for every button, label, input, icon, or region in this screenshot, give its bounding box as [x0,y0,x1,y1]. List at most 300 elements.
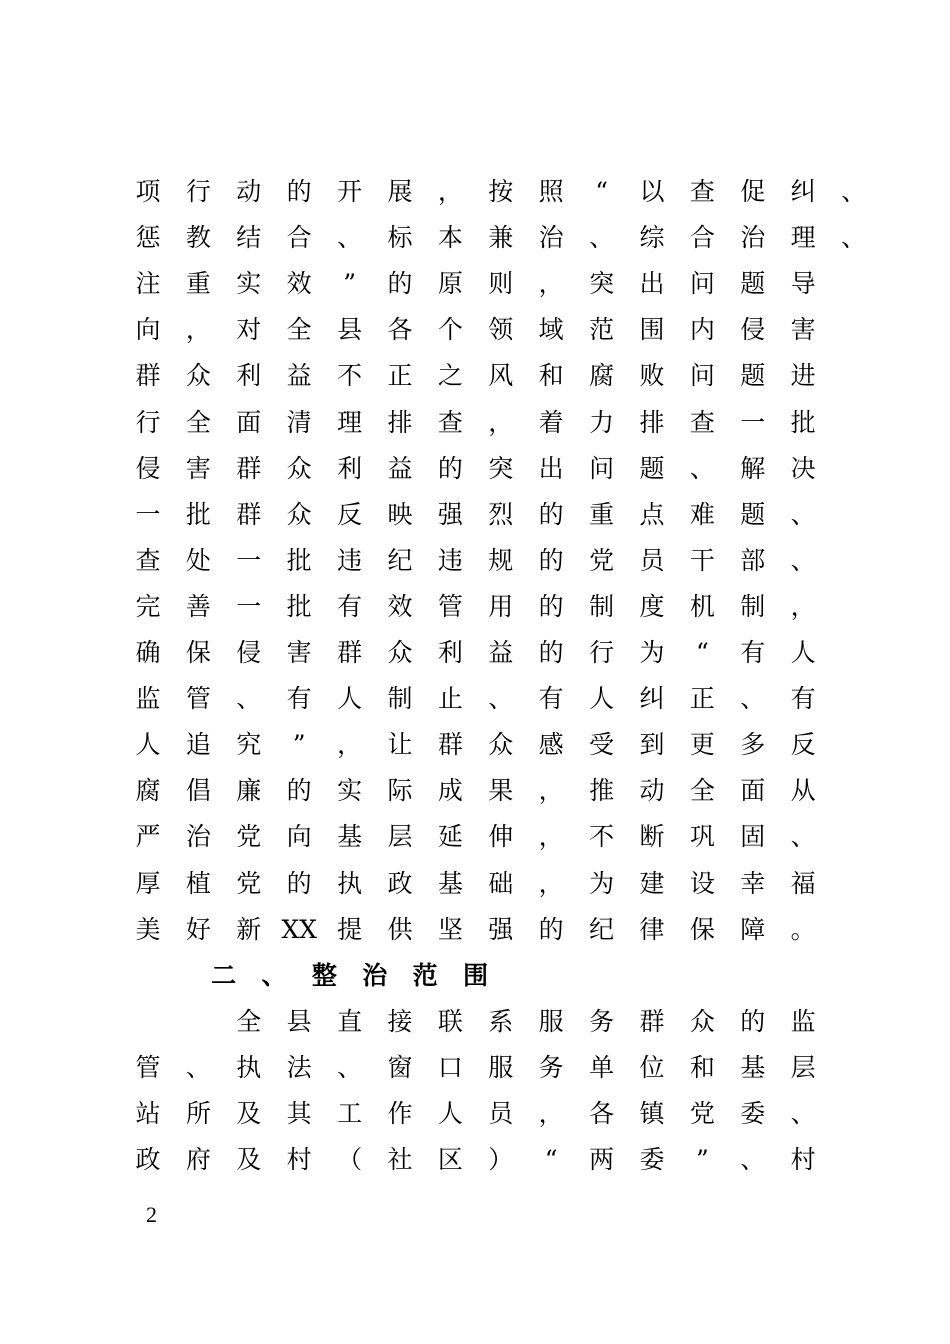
glyph: 全 [236,1006,262,1036]
glyph: 。 [790,914,816,944]
glyph: 侵 [740,315,766,345]
glyph: 违 [337,545,363,575]
glyph: ， [538,868,564,898]
glyph: 制 [740,591,766,621]
glyph: 执 [337,868,363,898]
glyph: 着 [538,407,564,437]
glyph: 法 [286,1052,312,1082]
glyph: 追 [185,730,211,760]
glyph: 委 [639,1145,665,1175]
glyph: 廉 [236,776,262,806]
glyph: 监 [790,1006,816,1036]
glyph: 美 [135,914,161,944]
glyph: 保 [185,638,211,667]
glyph: 处 [185,545,211,575]
glyph: 、 [790,545,816,575]
glyph: 清 [286,407,312,437]
glyph: 务 [589,1006,615,1036]
glyph: 合 [689,223,715,253]
glyph: 进 [790,361,816,391]
glyph: XX [281,914,317,944]
glyph: 度 [639,591,665,621]
glyph: 党 [236,822,262,852]
glyph: 的 [538,545,564,575]
glyph: 固 [740,822,766,852]
glyph: 不 [589,822,615,852]
glyph: 多 [740,730,766,760]
glyph: 题 [740,499,766,529]
glyph: 众 [286,453,312,483]
glyph: 标 [387,223,413,253]
glyph: 强 [437,499,463,529]
glyph: 系 [488,1006,514,1036]
glyph: 、 [841,223,867,253]
glyph: 腐 [135,776,161,806]
glyph: 围 [639,315,665,345]
glyph: 查 [437,407,463,437]
glyph: 村 [790,1145,816,1175]
glyph: ， [538,822,564,852]
glyph: 面 [740,776,766,806]
glyph: 员 [488,1099,514,1128]
glyph: 社 [387,1145,413,1175]
glyph: 人 [337,684,363,714]
glyph: 群 [236,453,262,483]
glyph: 题 [639,453,665,483]
glyph: 的 [286,868,312,898]
glyph: 教 [185,223,211,253]
glyph: 对 [236,315,262,345]
glyph: 好 [185,914,211,944]
glyph: 力 [589,407,615,437]
glyph: 、 [740,684,766,714]
glyph: 究 [236,730,262,760]
glyph: 群 [639,1006,665,1036]
glyph: ） [488,1145,514,1175]
glyph: 止 [437,684,463,714]
glyph: 区 [437,1145,463,1175]
glyph: 干 [689,545,715,575]
glyph: 有 [790,684,816,714]
glyph: 位 [639,1052,665,1082]
glyph: ， [538,776,564,806]
glyph: 和 [689,1052,715,1082]
glyph: 的 [437,453,463,483]
glyph: 基 [337,822,363,852]
glyph: 实 [337,776,363,806]
glyph: 领 [488,315,514,345]
glyph: 为 [639,638,665,667]
glyph: 兼 [488,223,514,253]
glyph: 人 [437,1099,463,1128]
glyph: 治 [740,223,766,253]
glyph: 及 [236,1099,262,1128]
glyph: 员 [639,545,665,575]
glyph: 益 [286,361,312,391]
glyph: 站 [135,1099,161,1128]
glyph: 正 [689,684,715,714]
glyph: 政 [135,1145,161,1175]
glyph: 解 [740,453,766,483]
glyph: 其 [286,1099,312,1128]
glyph: 利 [236,361,262,391]
glyph: 制 [387,684,413,714]
glyph: 问 [689,361,715,391]
glyph: 治 [538,223,564,253]
glyph: 难 [689,499,715,529]
glyph: 用 [488,591,514,621]
glyph: 综 [639,223,665,253]
glyph: 按 [488,177,514,206]
glyph: 查 [689,407,715,437]
glyph: 执 [236,1052,262,1082]
glyph: 确 [135,638,161,667]
glyph: 批 [286,591,312,621]
glyph: 的 [740,1006,766,1036]
glyph: 本 [437,223,463,253]
glyph: 治 [185,822,211,852]
glyph: 排 [639,407,665,437]
glyph: 基 [437,868,463,898]
glyph: 益 [387,453,413,483]
glyph: 镇 [639,1099,665,1128]
glyph: 党 [689,1099,715,1128]
glyph: ， [337,730,363,760]
glyph: 的 [387,269,413,299]
glyph: 人 [589,684,615,714]
glyph: 纪 [589,914,615,944]
glyph: 利 [337,453,363,483]
glyph: “ [544,1145,558,1175]
glyph: 批 [185,499,211,529]
glyph: 到 [639,730,665,760]
glyph: 巩 [689,822,715,852]
glyph: 则 [488,269,514,299]
glyph: 题 [740,269,766,299]
glyph: 各 [387,315,413,345]
glyph: 范 [412,960,438,990]
glyph: 行 [135,407,161,437]
glyph: ， [185,315,211,345]
glyph: 人 [790,638,816,667]
glyph: 断 [639,822,665,852]
glyph: 一 [236,545,262,575]
glyph: “ [595,177,608,206]
glyph: 建 [639,868,665,898]
glyph: 、 [589,223,615,253]
glyph: 正 [387,361,413,391]
glyph: 腐 [589,361,615,391]
glyph: 动 [236,177,262,206]
glyph: 烈 [488,499,514,529]
glyph: 一 [740,407,766,437]
glyph: 伸 [488,822,514,852]
glyph: 败 [639,361,665,391]
glyph: 实 [236,269,262,299]
glyph: 理 [790,223,816,253]
glyph: 惩 [135,223,161,253]
glyph: 以 [639,177,665,206]
glyph: 作 [387,1099,413,1128]
glyph: 一 [135,499,161,529]
glyph: 问 [689,269,715,299]
glyph: 、 [185,1052,211,1082]
glyph: 问 [589,453,615,483]
glyph: 纠 [790,177,816,206]
glyph: 党 [589,545,615,575]
glyph: 、 [790,1099,816,1128]
glyph: 、 [790,822,816,852]
glyph: 坚 [437,914,463,944]
glyph: 批 [286,545,312,575]
glyph: 工 [337,1099,363,1128]
glyph: ， [790,591,816,621]
glyph: 、 [740,1145,766,1175]
glyph: 窗 [387,1052,413,1082]
glyph: 重 [589,499,615,529]
glyph: 善 [185,591,211,621]
glyph: 联 [437,1006,463,1036]
glyph: 查 [135,545,161,575]
glyph: 促 [740,177,766,206]
glyph: 纪 [387,545,413,575]
glyph: 群 [437,730,463,760]
glyph: 群 [337,638,363,667]
glyph: 注 [135,269,161,299]
glyph: 范 [589,315,615,345]
glyph: 幸 [740,868,766,898]
glyph: 利 [437,638,463,667]
glyph: 群 [236,499,262,529]
glyph: 直 [337,1006,363,1036]
glyph: ， [538,1099,564,1128]
glyph: 障 [740,914,766,944]
glyph: 反 [337,499,363,529]
glyph: 管 [437,591,463,621]
glyph: ， [538,269,564,299]
glyph: 、 [790,499,816,529]
glyph: 风 [488,361,514,391]
glyph: 群 [135,361,161,391]
glyph: 效 [286,269,312,299]
glyph: 向 [135,315,161,345]
glyph: 受 [589,730,615,760]
glyph: 管 [135,1052,161,1082]
glyph: 口 [437,1052,463,1082]
glyph: ， [437,177,463,206]
glyph: 纠 [639,684,665,714]
glyph: 出 [639,269,665,299]
glyph: 管 [185,684,211,714]
glyph: 突 [488,453,514,483]
glyph: 规 [488,545,514,575]
glyph: 项 [135,177,161,206]
glyph: 、 [841,177,867,206]
glyph: 原 [437,269,463,299]
glyph: 单 [589,1052,615,1082]
glyph: 的 [538,914,564,944]
glyph: 层 [387,822,413,852]
glyph: 、 [236,684,262,714]
glyph: 结 [236,223,262,253]
page-number: 2 [146,1202,157,1227]
glyph: ” [343,269,356,299]
glyph: 层 [790,1052,816,1082]
glyph: 侵 [135,453,161,483]
glyph: 新 [236,914,262,944]
glyph: 、 [337,1052,363,1082]
glyph: 务 [538,1052,564,1082]
glyph: 面 [236,407,262,437]
glyph: 之 [437,361,463,391]
glyph: 两 [589,1145,615,1175]
glyph: 合 [286,223,312,253]
glyph: 行 [185,177,211,206]
glyph: 监 [135,684,161,714]
glyph: 的 [286,177,312,206]
glyph: 委 [740,1099,766,1128]
glyph: 更 [689,730,715,760]
glyph: 照 [538,177,564,206]
glyph: “ [696,638,709,667]
glyph: ” [292,730,306,760]
glyph: 点 [639,499,665,529]
glyph: 众 [185,361,211,391]
glyph: 反 [790,730,816,760]
glyph: 植 [185,868,211,898]
glyph: 感 [538,730,564,760]
glyph: 害 [286,638,312,667]
glyph: 突 [589,269,615,299]
glyph: 益 [488,638,514,667]
glyph: 批 [790,407,816,437]
glyph: 整 [311,960,337,990]
glyph: 众 [488,730,514,760]
glyph: 全 [185,407,211,437]
glyph: 倡 [185,776,211,806]
glyph: 机 [689,591,715,621]
glyph: 完 [135,591,161,621]
glyph: 础 [488,868,514,898]
glyph: 严 [135,822,161,852]
glyph: 县 [286,1006,312,1036]
glyph: 服 [538,1006,564,1036]
glyph: 题 [740,361,766,391]
glyph: 人 [135,730,161,760]
glyph: 众 [286,499,312,529]
glyph: 理 [337,407,363,437]
glyph: 际 [387,776,413,806]
glyph: 服 [488,1052,514,1082]
glyph: 及 [236,1145,262,1175]
glyph: 村 [286,1145,312,1175]
glyph: 内 [689,315,715,345]
glyph: 向 [286,822,312,852]
glyph: （ [337,1145,363,1175]
glyph: 有 [337,591,363,621]
glyph: 的 [538,499,564,529]
glyph: 让 [387,730,413,760]
glyph: 接 [387,1006,413,1036]
glyph: 成 [437,776,463,806]
glyph: 党 [236,868,262,898]
glyph: 、 [488,684,514,714]
glyph: 出 [538,453,564,483]
glyph: 违 [437,545,463,575]
glyph: 决 [790,453,816,483]
glyph: 县 [337,315,363,345]
glyph: ， [488,407,514,437]
glyph: 有 [740,638,766,667]
glyph: 律 [639,914,665,944]
glyph: 推 [589,776,615,806]
glyph: 排 [387,407,413,437]
glyph: 、 [689,453,715,483]
glyph: 众 [689,1006,715,1036]
glyph: 不 [337,361,363,391]
glyph: 厚 [135,868,161,898]
glyph: 治 [362,960,388,990]
glyph: 为 [589,868,615,898]
glyph: 的 [286,776,312,806]
glyph: 查 [689,177,715,206]
glyph: 的 [538,591,564,621]
glyph: 府 [185,1145,211,1175]
glyph: 福 [790,868,816,898]
glyph: 害 [185,453,211,483]
glyph: 全 [689,776,715,806]
glyph: 所 [185,1099,211,1128]
glyph: 、 [261,960,287,990]
glyph: 侵 [236,638,262,667]
glyph: 从 [790,776,816,806]
glyph: 个 [437,315,463,345]
glyph: 各 [589,1099,615,1128]
glyph: 效 [387,591,413,621]
glyph: 和 [538,361,564,391]
glyph: 制 [589,591,615,621]
glyph: 设 [689,868,715,898]
glyph: 有 [286,684,312,714]
glyph: 基 [740,1052,766,1082]
glyph: 提 [337,914,363,944]
glyph: 行 [589,638,615,667]
glyph: 开 [337,177,363,206]
glyph: 果 [488,776,514,806]
glyph: ” [696,1145,709,1175]
glyph: 害 [790,315,816,345]
glyph: 、 [337,223,363,253]
glyph: 延 [437,822,463,852]
glyph: 供 [387,914,413,944]
glyph: 部 [740,545,766,575]
glyph: 域 [538,315,564,345]
glyph: 的 [538,638,564,667]
glyph: 有 [538,684,564,714]
glyph: 全 [286,315,312,345]
glyph: 重 [185,269,211,299]
glyph: 映 [387,499,413,529]
glyph: 政 [387,868,413,898]
glyph: 强 [488,914,514,944]
glyph: 一 [236,591,262,621]
glyph: 展 [387,177,413,206]
glyph: 围 [463,960,489,990]
glyph: 保 [689,914,715,944]
glyph: 二 [211,960,237,990]
glyph: 导 [790,269,816,299]
glyph: 动 [639,776,665,806]
